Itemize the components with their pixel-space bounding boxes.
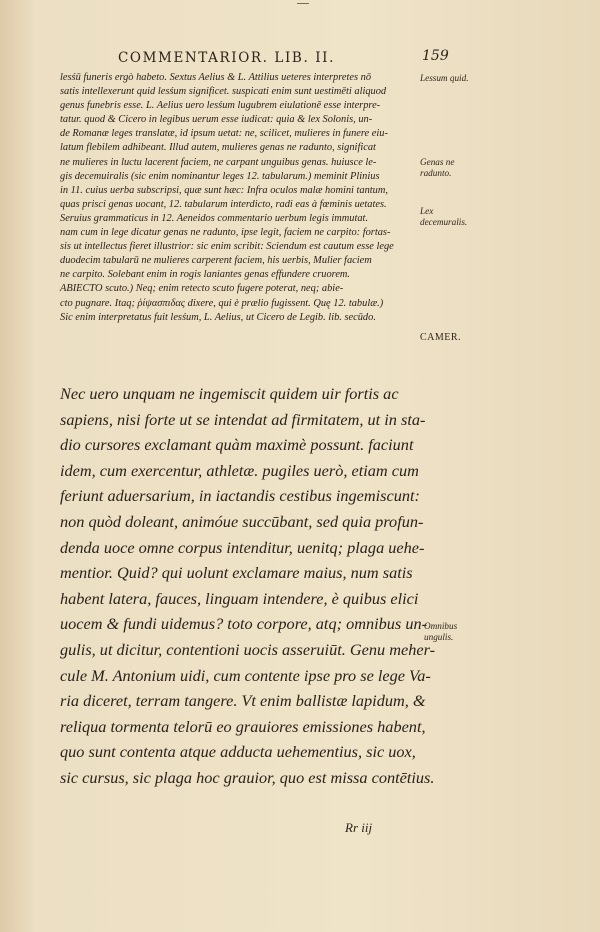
commentary-line: lesśū funeris ergò habeto. Sextus Aelius & L. Attilius ueteres interpretes nō xyxy=(60,72,372,83)
main-text-line: reliqua tormenta telorū eo grauiores emissiones habent, xyxy=(60,716,426,736)
main-text-line: sapiens, nisi forte ut se intendat ad firmitatem, ut in sta- xyxy=(60,409,426,429)
running-title: COMMENTARIOR. LIB. II. xyxy=(118,50,335,66)
main-text-line: Nec uero unquam ne ingemiscit quidem uir fortis ac xyxy=(60,384,399,403)
main-text-line: dio cursores exclamant quàm maximè possunt. faciunt xyxy=(60,435,414,455)
commentary-line: ne carpito. Solebant enim in rogis laniantes genas effundere cruorem. xyxy=(60,269,351,281)
main-text-line: feriunt aduersarium, in iactandis cestibus ingemiscunt: xyxy=(60,486,420,506)
commentary-line: de Romanæ leges translatæ, id ipsum uetat: ne, scilicet, mulieres in funere eiu- xyxy=(60,128,388,140)
commentary-line: ne mulieres in luctu lacerent faciem, ne carpant unguibus genas. huiusce le- xyxy=(60,156,377,168)
commentary-line: quas prisci genas uocant, 12. tabularum interdicto, radi eas à fœminis uetates. xyxy=(60,198,387,210)
main-text-line: ria diceret, terram tangere. Vt enim ballistæ lapidum, & xyxy=(60,691,426,711)
margin-note-lex: Lex decemuralis. xyxy=(420,206,468,227)
main-text-line: gulis, ut dicitur, contentioni uocis asseruiūt. Genu meher- xyxy=(60,639,436,659)
commentary-line: genus funebris esse. L. Aelius uero lesśum lugubrem eiulationē esse interpre- xyxy=(60,100,381,112)
commentary-line: latum flebilem adhibeant. Illud autem, mulieres genas ne radunto, significat xyxy=(60,142,376,154)
main-text-line: uocem & fundi uidemus? toto corpore, atq; omnibus un- xyxy=(60,614,428,634)
main-text-line: habent latera, fauces, linguam intendere, è quibus elici xyxy=(60,588,419,608)
commentary-line: nam cum in lege dicatur genas ne radunto, ipse legit, faciem ne carpito: fortas- xyxy=(60,227,391,239)
commentary-line: satis intellexerunt quid lesśum significet. suspicati enim sunt uestimēti aliquod xyxy=(60,86,387,98)
margin-note-camer: CAMER. xyxy=(420,332,462,343)
top-mark xyxy=(297,3,309,4)
commentary-line: gis decemuiralis (sic enim nominantur leges 12. tabularum.) meminit Plinius xyxy=(60,170,380,182)
main-text-line: cule M. Antonium uidi, cum contente ipse pro se lege Va- xyxy=(60,665,431,685)
commentary-line: Seruius grammaticus in 12. Aeneidos commentario uerbum legis immutat. xyxy=(60,212,369,224)
main-text-line: quo sunt contenta atque adducta uehementius, sic uox, xyxy=(60,742,416,762)
commentary-line: in 11. cuius uerba subscripsi, quæ sunt hæc: Infra oculos malæ homini tantum, xyxy=(60,184,388,196)
commentary-line: Sic enim interpretatus fuit lesśum, L. Aelius, ut Cicero de Legib. lib. secūdo. xyxy=(60,311,376,323)
main-text-line: mentior. Quid? qui uolunt exclamare maius, num satis xyxy=(60,563,413,583)
page-number: 159 xyxy=(422,48,449,64)
commentary-line: duodecim tabularū ne mulieres carperent faciem, his uerbis, Mulier faciem xyxy=(60,255,372,267)
commentary-line: tatur. quod & Cicero in legibus uerum esse iudicat: quia & lex Solonis, un- xyxy=(60,114,373,126)
margin-note-omnibus: Omnibus ungulis. xyxy=(424,621,458,642)
signature-mark: Rr iij xyxy=(345,820,373,835)
commentary-line: ABIECTO scuto.) Neq; enim retecto scuto fugere poterat, neq; abie- xyxy=(60,283,344,295)
margin-note-genas: Genas ne radunto. xyxy=(420,157,455,178)
main-text-line: denda uoce omne corpus intenditur, uenitq; plaga uehe- xyxy=(60,537,425,557)
commentary-line: sis ut intellectus fieret illustrior: sic enim scribit: Sciendum est cautum esse lege xyxy=(60,241,394,253)
margin-note-lessum: Lessum quid. xyxy=(420,73,469,83)
main-text-line: non quòd doleant, animóue succūbant, sed quia profun- xyxy=(60,511,424,531)
commentary-line: cto pugnare. Itaq; ῥίψασπιδας dixere, qui è prælio fugissent. Quę 12. tabulæ.) xyxy=(60,297,384,309)
main-text-line: idem, cum exercentur, athletæ. pugiles uerò, etiam cum xyxy=(60,460,419,480)
main-text-block xyxy=(60,381,436,791)
main-text-line: sic cursus, sic plaga hoc grauior, quo est missa contētius. xyxy=(60,767,435,787)
commentary-block xyxy=(60,71,420,325)
